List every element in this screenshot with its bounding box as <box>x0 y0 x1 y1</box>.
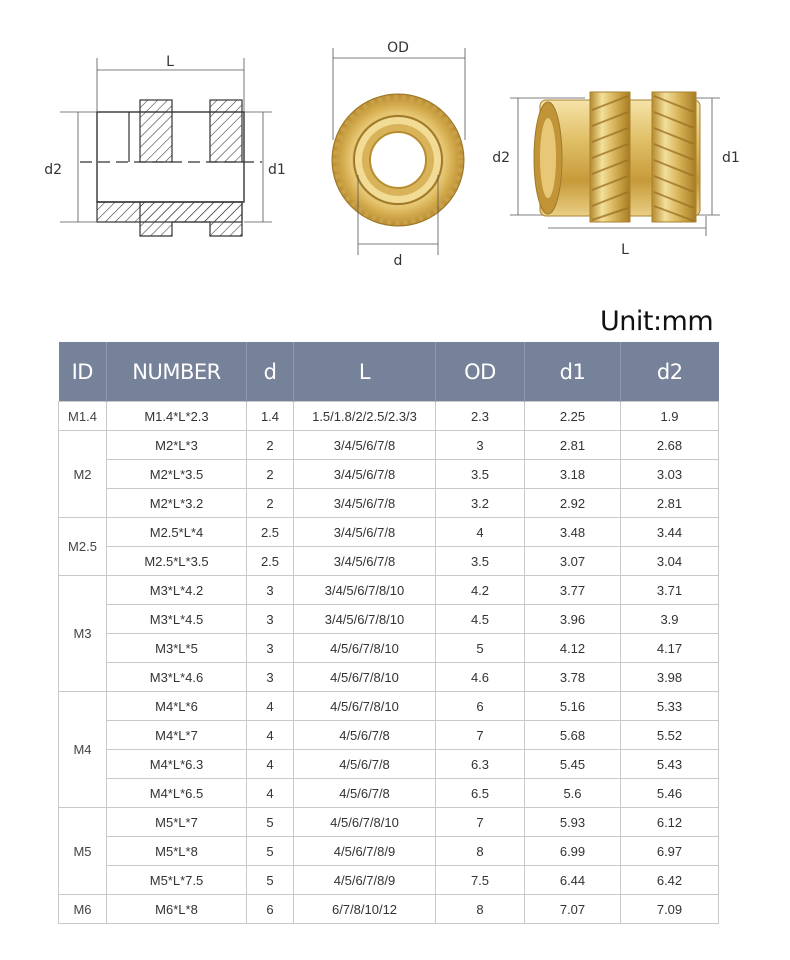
side-view-d1-label: d1 <box>722 150 740 166</box>
table-row <box>59 605 719 634</box>
cell-d2: 7.09 <box>621 895 719 924</box>
cell-d1: 2.92 <box>525 489 621 518</box>
cell-od: 7.5 <box>436 866 525 895</box>
group-id-cell: M1.4 <box>59 402 107 431</box>
cell-d1: 2.25 <box>525 402 621 431</box>
cell-number: M2.5*L*4 <box>107 518 247 547</box>
spec-table <box>58 342 719 924</box>
header-row <box>59 342 719 402</box>
cell-number: M3*L*5 <box>107 634 247 663</box>
group-id-cell: M4 <box>59 692 107 808</box>
cell-d: 3 <box>247 663 294 692</box>
cell-number: M5*L*8 <box>107 837 247 866</box>
dimension-diagrams <box>0 0 790 300</box>
table-row <box>59 779 719 808</box>
unit-label: Unit:mm <box>600 306 714 337</box>
table-row <box>59 547 719 576</box>
spec-table-header <box>59 342 719 402</box>
cell-d2: 3.44 <box>621 518 719 547</box>
cell-d: 5 <box>247 808 294 837</box>
cell-l: 3/4/5/6/7/8/10 <box>294 605 436 634</box>
table-row <box>59 808 719 837</box>
cell-od: 3.5 <box>436 460 525 489</box>
cell-d1: 3.77 <box>525 576 621 605</box>
cell-number: M4*L*6.5 <box>107 779 247 808</box>
cell-number: M1.4*L*2.3 <box>107 402 247 431</box>
cell-number: M3*L*4.2 <box>107 576 247 605</box>
cell-l: 4/5/6/7/8/10 <box>294 663 436 692</box>
cell-d1: 3.18 <box>525 460 621 489</box>
cell-l: 4/5/6/7/8 <box>294 779 436 808</box>
cell-d2: 5.33 <box>621 692 719 721</box>
column-header-d2: d2 <box>621 342 719 402</box>
table-row <box>59 895 719 924</box>
cell-d1: 5.6 <box>525 779 621 808</box>
cell-d: 4 <box>247 779 294 808</box>
cell-number: M4*L*6.3 <box>107 750 247 779</box>
cell-d2: 4.17 <box>621 634 719 663</box>
group-id-cell: M2.5 <box>59 518 107 576</box>
cell-l: 3/4/5/6/7/8 <box>294 547 436 576</box>
group-id-cell: M3 <box>59 576 107 692</box>
cell-d1: 3.96 <box>525 605 621 634</box>
table-row <box>59 431 719 460</box>
cell-number: M2*L*3 <box>107 431 247 460</box>
cell-d1: 7.07 <box>525 895 621 924</box>
cell-od: 4.5 <box>436 605 525 634</box>
cell-d2: 2.68 <box>621 431 719 460</box>
cell-d2: 6.97 <box>621 837 719 866</box>
table-row <box>59 837 719 866</box>
cell-l: 4/5/6/7/8/10 <box>294 692 436 721</box>
table-row <box>59 489 719 518</box>
cell-number: M4*L*7 <box>107 721 247 750</box>
column-header-d1: d1 <box>525 342 621 402</box>
cell-number: M2*L*3.5 <box>107 460 247 489</box>
table-row <box>59 866 719 895</box>
cell-number: M5*L*7 <box>107 808 247 837</box>
cell-od: 7 <box>436 808 525 837</box>
column-header-id: ID <box>59 342 107 402</box>
cell-number: M5*L*7.5 <box>107 866 247 895</box>
column-header-d: d <box>247 342 294 402</box>
end-view-od-label: OD <box>387 40 409 56</box>
cell-d: 4 <box>247 692 294 721</box>
cell-d1: 5.93 <box>525 808 621 837</box>
table-row <box>59 460 719 489</box>
column-header-od: OD <box>436 342 525 402</box>
cell-d1: 5.16 <box>525 692 621 721</box>
cell-d: 4 <box>247 721 294 750</box>
cell-d: 2.5 <box>247 518 294 547</box>
group-id-cell: M5 <box>59 808 107 895</box>
column-header-number: NUMBER <box>107 342 247 402</box>
cell-od: 3.5 <box>436 547 525 576</box>
cell-d: 2 <box>247 460 294 489</box>
cell-d: 2.5 <box>247 547 294 576</box>
cell-d: 6 <box>247 895 294 924</box>
cell-l: 3/4/5/6/7/8/10 <box>294 576 436 605</box>
cell-d1: 3.48 <box>525 518 621 547</box>
group-id-cell: M6 <box>59 895 107 924</box>
diagram-area <box>0 0 790 300</box>
cell-od: 6 <box>436 692 525 721</box>
cell-d2: 3.9 <box>621 605 719 634</box>
cross-section-length-label: L <box>166 54 174 70</box>
cell-od: 3 <box>436 431 525 460</box>
cell-d1: 2.81 <box>525 431 621 460</box>
end-view-drawing <box>332 40 465 269</box>
table-row <box>59 692 719 721</box>
cell-d1: 3.78 <box>525 663 621 692</box>
cell-od: 4.6 <box>436 663 525 692</box>
cell-od: 4 <box>436 518 525 547</box>
cell-d: 3 <box>247 634 294 663</box>
cell-l: 1.5/1.8/2/2.5/2.3/3 <box>294 402 436 431</box>
cell-d: 1.4 <box>247 402 294 431</box>
cell-od: 2.3 <box>436 402 525 431</box>
cell-d2: 5.43 <box>621 750 719 779</box>
table-row <box>59 750 719 779</box>
column-header-l: L <box>294 342 436 402</box>
cell-d2: 3.98 <box>621 663 719 692</box>
table-row <box>59 721 719 750</box>
table-row <box>59 634 719 663</box>
cell-d: 3 <box>247 576 294 605</box>
cell-d1: 4.12 <box>525 634 621 663</box>
cell-od: 6.3 <box>436 750 525 779</box>
cell-d: 2 <box>247 431 294 460</box>
cell-d2: 2.81 <box>621 489 719 518</box>
cell-d: 5 <box>247 866 294 895</box>
side-view-drawing <box>492 92 740 258</box>
cell-d: 5 <box>247 837 294 866</box>
group-id-cell: M2 <box>59 431 107 518</box>
cell-d2: 6.42 <box>621 866 719 895</box>
cell-d1: 5.45 <box>525 750 621 779</box>
cell-d2: 6.12 <box>621 808 719 837</box>
cell-od: 7 <box>436 721 525 750</box>
cell-d1: 5.68 <box>525 721 621 750</box>
end-view-d-label: d <box>393 253 403 269</box>
spec-table-body <box>59 402 719 924</box>
cell-od: 3.2 <box>436 489 525 518</box>
cell-d1: 6.99 <box>525 837 621 866</box>
side-view-length-label: L <box>621 242 629 258</box>
table-row <box>59 576 719 605</box>
cell-number: M2.5*L*3.5 <box>107 547 247 576</box>
cell-d2: 3.03 <box>621 460 719 489</box>
table-row <box>59 518 719 547</box>
cell-od: 6.5 <box>436 779 525 808</box>
cell-l: 3/4/5/6/7/8 <box>294 431 436 460</box>
cell-d2: 3.71 <box>621 576 719 605</box>
cell-number: M2*L*3.2 <box>107 489 247 518</box>
cell-od: 8 <box>436 895 525 924</box>
cell-number: M3*L*4.6 <box>107 663 247 692</box>
cell-d2: 3.04 <box>621 547 719 576</box>
table-row <box>59 663 719 692</box>
cell-l: 6/7/8/10/12 <box>294 895 436 924</box>
cell-l: 4/5/6/7/8/9 <box>294 866 436 895</box>
cell-l: 4/5/6/7/8/10 <box>294 808 436 837</box>
cell-d1: 3.07 <box>525 547 621 576</box>
cell-l: 3/4/5/6/7/8 <box>294 489 436 518</box>
cell-od: 5 <box>436 634 525 663</box>
cell-d2: 1.9 <box>621 402 719 431</box>
cell-d2: 5.52 <box>621 721 719 750</box>
cell-l: 4/5/6/7/8/10 <box>294 634 436 663</box>
cell-l: 4/5/6/7/8 <box>294 750 436 779</box>
cell-d: 2 <box>247 489 294 518</box>
cell-number: M6*L*8 <box>107 895 247 924</box>
table-row <box>59 402 719 431</box>
cell-l: 4/5/6/7/8 <box>294 721 436 750</box>
cell-l: 4/5/6/7/8/9 <box>294 837 436 866</box>
cross-section-d1-label: d1 <box>268 162 286 178</box>
cell-d1: 6.44 <box>525 866 621 895</box>
cell-l: 3/4/5/6/7/8 <box>294 460 436 489</box>
cell-number: M3*L*4.5 <box>107 605 247 634</box>
cell-od: 8 <box>436 837 525 866</box>
cell-od: 4.2 <box>436 576 525 605</box>
cross-section-d2-label: d2 <box>44 162 62 178</box>
cross-section-drawing <box>44 54 286 236</box>
side-view-d2-label: d2 <box>492 150 510 166</box>
cell-d: 3 <box>247 605 294 634</box>
cell-d: 4 <box>247 750 294 779</box>
cell-number: M4*L*6 <box>107 692 247 721</box>
cell-d2: 5.46 <box>621 779 719 808</box>
cell-l: 3/4/5/6/7/8 <box>294 518 436 547</box>
